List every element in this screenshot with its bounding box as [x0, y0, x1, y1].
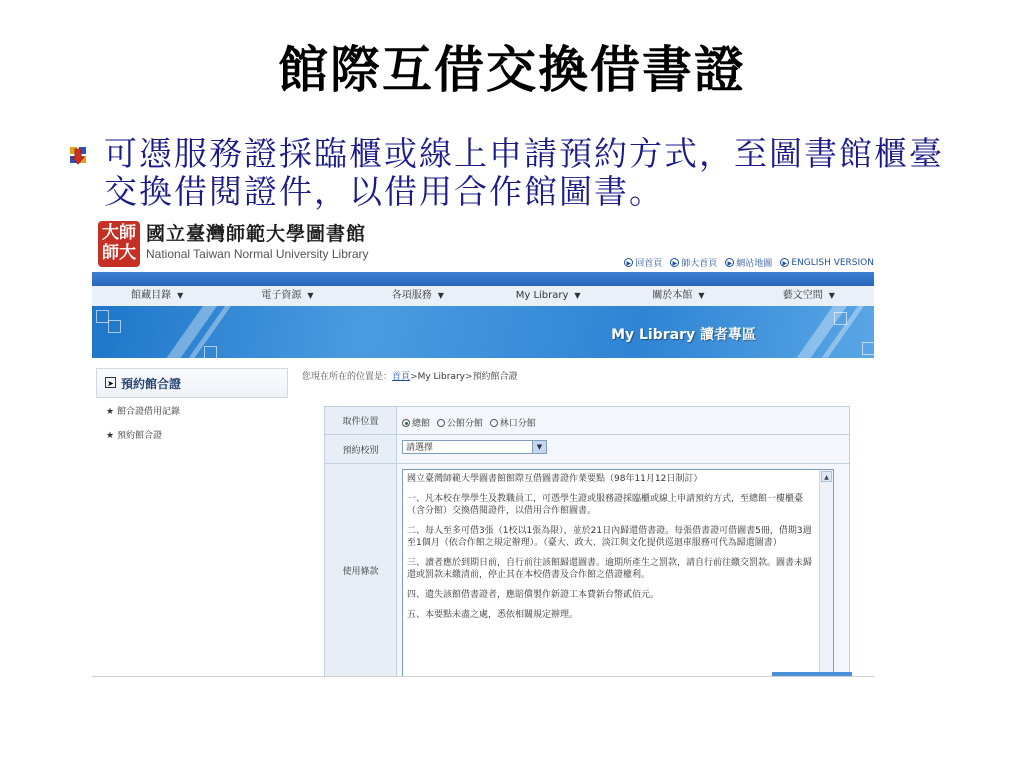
terms-paragraph: 國立臺灣師範大學圖書館館際互借圖書證作業要點（98年11月12日制訂）	[407, 474, 703, 484]
page-banner	[92, 306, 874, 358]
chevron-down-icon: ▼	[437, 291, 444, 300]
terms-row	[324, 463, 850, 676]
top-links	[92, 256, 874, 272]
nav-item-arts[interactable]	[744, 286, 874, 306]
terms-scrollbar[interactable]	[819, 470, 833, 676]
radio-unchecked-icon	[437, 419, 445, 427]
library-name-cn: 國立臺灣師範大學圖書館	[146, 223, 367, 245]
school-select[interactable]	[402, 440, 547, 454]
radio-unchecked-icon	[490, 419, 498, 427]
terms-paragraph: 三、讀者應於到期日前，自行前往該館歸還圖書。逾期所產生之罰款，請自行前往繳交罰款。圖書未歸還或罰款未繳清前，停止其在本校借書及合作館之借證權利。	[407, 558, 813, 580]
nav-item-label: 館藏目錄	[131, 290, 172, 301]
pickup-option-label: 林口分館	[499, 419, 536, 429]
breadcrumb	[302, 369, 518, 382]
sidebar-heading	[96, 368, 288, 398]
nav-item-label: 藝文空間	[782, 290, 823, 301]
breadcrumb-mid[interactable]: My Library	[417, 372, 465, 382]
library-name-en: National Taiwan Normal University Library	[146, 247, 369, 261]
sidebar-heading-label: 預約館合證	[121, 377, 182, 391]
nav-item-mylibrary[interactable]	[483, 286, 613, 306]
nav-item-about[interactable]	[613, 286, 743, 306]
sidebar-item-label: 預約館合證	[116, 431, 162, 441]
chevron-down-icon: ▼	[574, 291, 581, 300]
radio-checked-icon	[402, 419, 410, 427]
bullet-text: 可憑服務證採臨櫃或線上申請預約方式，至圖書館櫃臺交換借閱證件，以借用合作館圖書。	[104, 134, 944, 211]
terms-paragraph: 四、遺失該館借書證者，應賠償製作新證工本費新台幣貳佰元。	[407, 590, 660, 600]
chevron-down-icon: ▼	[177, 291, 184, 300]
terms-paragraph: 五、本要點未盡之處，悉依相關規定辦理。	[407, 610, 579, 620]
terms-textarea[interactable]	[402, 469, 834, 676]
school-label: 預約校別	[325, 435, 397, 463]
pickup-radio-main[interactable]	[402, 419, 430, 429]
school-select-value: 請選擇	[406, 443, 434, 453]
arrow-right-icon: ▶	[725, 258, 734, 267]
pickup-radio-gongguan[interactable]	[437, 419, 483, 429]
breadcrumb-prefix: 您現在所在的位置是：	[302, 372, 393, 382]
arrow-right-icon: ▶	[780, 258, 789, 267]
breadcrumb-sep: >	[465, 372, 473, 382]
top-link-home[interactable]	[624, 256, 662, 269]
sidebar-item-reserve[interactable]: ★ 預約館合證	[106, 431, 162, 441]
arrow-down-bullet-icon	[68, 145, 88, 167]
chevron-down-icon[interactable]: ▼	[532, 441, 546, 453]
top-link-label: 師大首頁	[681, 259, 718, 269]
nav-item-catalog[interactable]	[92, 286, 222, 306]
top-link-label: ENGLISH VERSION	[791, 257, 874, 268]
top-link-english[interactable]	[780, 256, 874, 269]
school-row	[324, 434, 850, 464]
top-link-university[interactable]	[670, 256, 717, 269]
nav-item-label: My Library	[515, 290, 569, 301]
header-strip	[92, 272, 874, 286]
library-logo: 大師 師大	[98, 221, 140, 267]
arrow-right-icon: ➤	[105, 377, 116, 388]
main-nav	[92, 286, 874, 307]
pickup-option-label: 公館分館	[446, 419, 483, 429]
pickup-options	[397, 407, 849, 434]
terms-cell	[397, 464, 849, 676]
terms-paragraph: 一、凡本校在學學生及教職員工，可憑學生證或服務證採臨櫃或線上申請預約方式，至總館一樓櫃臺（含分館）交換借閱證件，以借用合作館圖書。	[407, 494, 804, 516]
chevron-down-icon: ▼	[307, 291, 314, 300]
terms-paragraph: 二、每人至多可借3張（1校以1張為限），並於21日內歸還借書證。每張借書證可借圖書5冊，借期3週至1個月（依合作館之規定辦理）。（臺大、政大、淡江與文化提供巡迴車服務可代為歸還圖書）	[407, 526, 812, 548]
library-screenshot	[92, 216, 874, 676]
screenshot-divider	[92, 676, 874, 677]
breadcrumb-sep: >	[410, 372, 418, 382]
pickup-label: 取件位置	[325, 407, 397, 434]
pickup-row	[324, 406, 850, 435]
nav-item-services[interactable]	[353, 286, 483, 306]
nav-item-label: 電子資源	[261, 290, 302, 301]
terms-label: 使用條款	[325, 464, 397, 676]
pickup-option-label: 總館	[412, 419, 431, 429]
sidebar-item-label: 館合證借用記錄	[116, 407, 180, 417]
school-value-cell	[397, 435, 849, 463]
slide-title: 館際互借交換借書證	[278, 40, 746, 99]
top-link-label: 回首頁	[635, 259, 663, 269]
top-link-sitemap[interactable]	[725, 256, 772, 269]
banner-title: My Library 讀者專區	[611, 327, 756, 343]
top-link-label: 網站地圖	[736, 259, 773, 269]
chevron-down-icon: ▼	[828, 291, 835, 300]
scroll-up-icon[interactable]: ▲	[821, 471, 832, 482]
nav-item-eresources[interactable]	[222, 286, 352, 306]
arrow-right-icon: ▶	[670, 258, 679, 267]
arrow-right-icon: ▶	[624, 258, 633, 267]
pickup-radio-linkou[interactable]	[490, 419, 536, 429]
nav-item-label: 各項服務	[391, 290, 432, 301]
chevron-down-icon: ▼	[698, 291, 705, 300]
nav-item-label: 關於本館	[652, 290, 693, 301]
breadcrumb-current: 預約館合證	[472, 372, 518, 382]
sidebar-item-records[interactable]: ★ 館合證借用記錄	[106, 407, 180, 417]
breadcrumb-home[interactable]: 首頁	[392, 372, 411, 382]
